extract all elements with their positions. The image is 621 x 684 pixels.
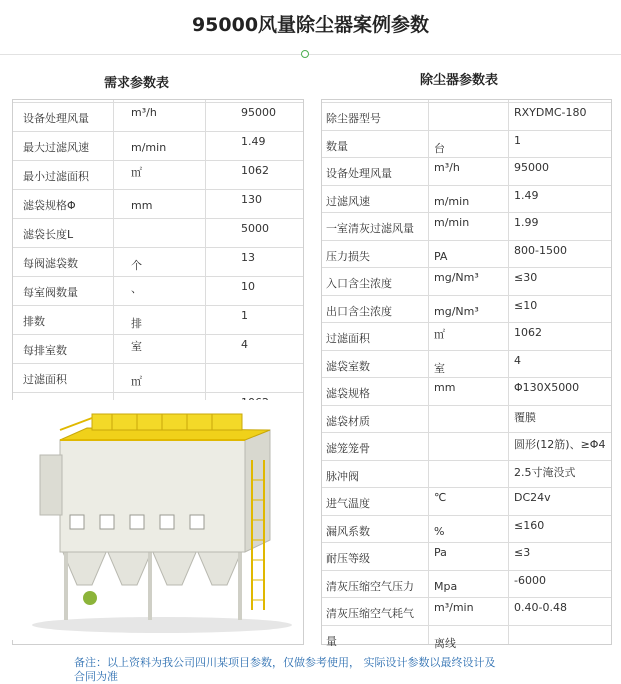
row-label: 滤袋规格	[326, 387, 370, 400]
table-row	[13, 276, 303, 277]
row-unit: m/min	[434, 194, 470, 208]
row-value: 1.49	[514, 188, 539, 202]
row-value: -6000	[514, 573, 546, 587]
row-value: ≤160	[514, 518, 545, 532]
table-row	[13, 392, 303, 393]
row-label: 一室清灰过滤风量	[326, 222, 414, 235]
column-divider	[428, 100, 429, 644]
row-label: 量	[326, 634, 337, 648]
row-value: 1.99	[514, 216, 539, 229]
row-value: 95000	[241, 106, 276, 119]
row-value: Φ130X5000	[514, 381, 580, 394]
row-value: 覆膜	[514, 410, 536, 424]
row-label: 设备处理风量	[23, 112, 89, 125]
row-unit: mm	[434, 381, 456, 394]
footer-note: 备注：以上资料为我公司四川某项目参数，仅做参考使用， 实际设计参数以最终设计及	[74, 656, 496, 669]
row-value: 1.49	[241, 135, 266, 148]
table-row	[322, 542, 611, 543]
table-row	[322, 515, 611, 516]
row-unit: m³/h	[131, 106, 157, 119]
row-unit: 个	[131, 259, 142, 272]
row-label: 耐压等级	[326, 552, 370, 565]
row-unit: PA	[434, 249, 448, 263]
table-row	[13, 247, 303, 248]
table-row	[13, 305, 303, 306]
title-dot-icon	[301, 50, 309, 58]
row-unit: ㎡	[434, 328, 445, 341]
right-table-title: 除尘器参数表	[420, 73, 499, 88]
row-value: 1	[514, 133, 521, 147]
row-label: 压力损失	[326, 249, 370, 263]
row-label: 每阀滤袋数	[23, 257, 78, 270]
table-row	[322, 570, 611, 571]
table-row	[13, 131, 303, 132]
row-label: 排数	[23, 315, 45, 328]
page-title: 95000风量除尘器案例参数	[191, 14, 430, 36]
row-value: 13	[241, 251, 255, 264]
row-label: 每室阀数量	[23, 286, 78, 299]
table-row	[322, 295, 611, 296]
column-divider	[113, 100, 114, 400]
table-row	[322, 350, 611, 351]
row-unit: m/min	[131, 141, 167, 154]
table-row	[322, 625, 611, 626]
row-unit: Mpa	[434, 579, 458, 593]
row-unit: 室	[131, 340, 142, 353]
row-unit: ㎡	[131, 375, 142, 388]
dust-collector-illustration	[12, 400, 302, 640]
row-value: ≤3	[514, 546, 531, 559]
row-label: 最小过滤面积	[23, 170, 89, 183]
row-value: 130	[241, 193, 262, 206]
table-row	[13, 102, 303, 103]
row-value: 4	[241, 338, 248, 351]
row-value: 1062	[241, 164, 269, 177]
column-divider	[508, 100, 509, 644]
row-value: 2.5寸淹没式	[514, 465, 576, 479]
row-unit: m³/h	[434, 161, 460, 174]
row-value: 1062	[514, 326, 542, 339]
row-unit: mg/Nm³	[434, 271, 479, 284]
row-unit: 、	[131, 282, 142, 295]
row-label: 每排室数	[23, 344, 67, 357]
row-label: 最大过滤风速	[23, 141, 89, 154]
row-label: 清灰压缩空气耗气	[326, 607, 414, 620]
row-unit: 台	[434, 141, 445, 155]
row-value: 95000	[514, 161, 549, 174]
table-row	[322, 597, 611, 598]
row-unit: ℃	[434, 491, 447, 504]
table-row	[322, 240, 611, 241]
row-unit: mm	[131, 199, 153, 212]
row-unit: mg/Nm³	[434, 304, 479, 318]
row-value: 1	[241, 309, 248, 322]
row-label: 滤袋室数	[326, 359, 370, 373]
table-row	[322, 267, 611, 268]
row-label: 过滤面积	[23, 373, 67, 386]
row-label: 滤袋规格Φ	[23, 199, 76, 212]
collector-parameter-table	[321, 99, 612, 650]
row-unit: 室	[434, 361, 445, 375]
table-row	[322, 405, 611, 406]
table-row	[322, 460, 611, 461]
row-value: 4	[514, 353, 521, 367]
row-label: 设备处理风量	[326, 167, 392, 180]
table-row	[13, 160, 303, 161]
row-value: RXYDMC-180	[514, 106, 587, 119]
table-row	[13, 218, 303, 219]
table-row	[13, 189, 303, 190]
table-row	[322, 157, 611, 158]
row-unit: m³/min	[434, 601, 474, 614]
table-row	[322, 487, 611, 488]
table-row	[322, 432, 611, 433]
row-label: 进气温度	[326, 497, 370, 510]
row-label: 出口含尘浓度	[326, 304, 392, 318]
column-divider	[205, 100, 206, 400]
row-label: 脉冲阀	[326, 469, 359, 483]
row-value: ≤30	[514, 271, 538, 284]
row-value: 圆形(12筋)、≥Φ4	[514, 438, 606, 451]
row-label: 滤袋长度L	[23, 228, 74, 241]
table-row	[13, 334, 303, 335]
row-label: 过滤面积	[326, 332, 370, 345]
title-divider	[0, 54, 621, 55]
row-unit: ㎡	[131, 166, 142, 179]
row-value: ≤10	[514, 298, 538, 312]
row-unit: %	[434, 524, 445, 538]
table-row	[322, 212, 611, 213]
table-row	[322, 377, 611, 378]
row-value: 10	[241, 280, 255, 293]
row-label: 漏风系数	[326, 524, 370, 538]
footer-note-continued: 合同为准	[74, 670, 118, 683]
table-row	[322, 102, 611, 103]
table-row	[322, 322, 611, 323]
row-unit: Pa	[434, 546, 447, 559]
row-value: 0.40-0.48	[514, 601, 567, 614]
left-table-title: 需求参数表	[104, 76, 170, 91]
table-row	[13, 363, 303, 364]
row-unit: 离线	[434, 636, 456, 650]
row-label: 滤笼笼骨	[326, 442, 370, 455]
row-value: DC24v	[514, 491, 551, 504]
row-label: 入口含尘浓度	[326, 277, 392, 290]
row-unit: m/min	[434, 216, 470, 229]
row-value: 800-1500	[514, 243, 567, 257]
row-value: 5000	[241, 222, 269, 235]
table-row	[322, 130, 611, 131]
row-label: 数量	[326, 139, 348, 153]
row-label: 除尘器型号	[326, 112, 381, 125]
row-unit: 排	[131, 317, 142, 330]
table-row	[322, 185, 611, 186]
row-label: 滤袋材质	[326, 414, 370, 428]
row-label: 过滤风速	[326, 194, 370, 208]
row-label: 清灰压缩空气压力	[326, 579, 414, 593]
